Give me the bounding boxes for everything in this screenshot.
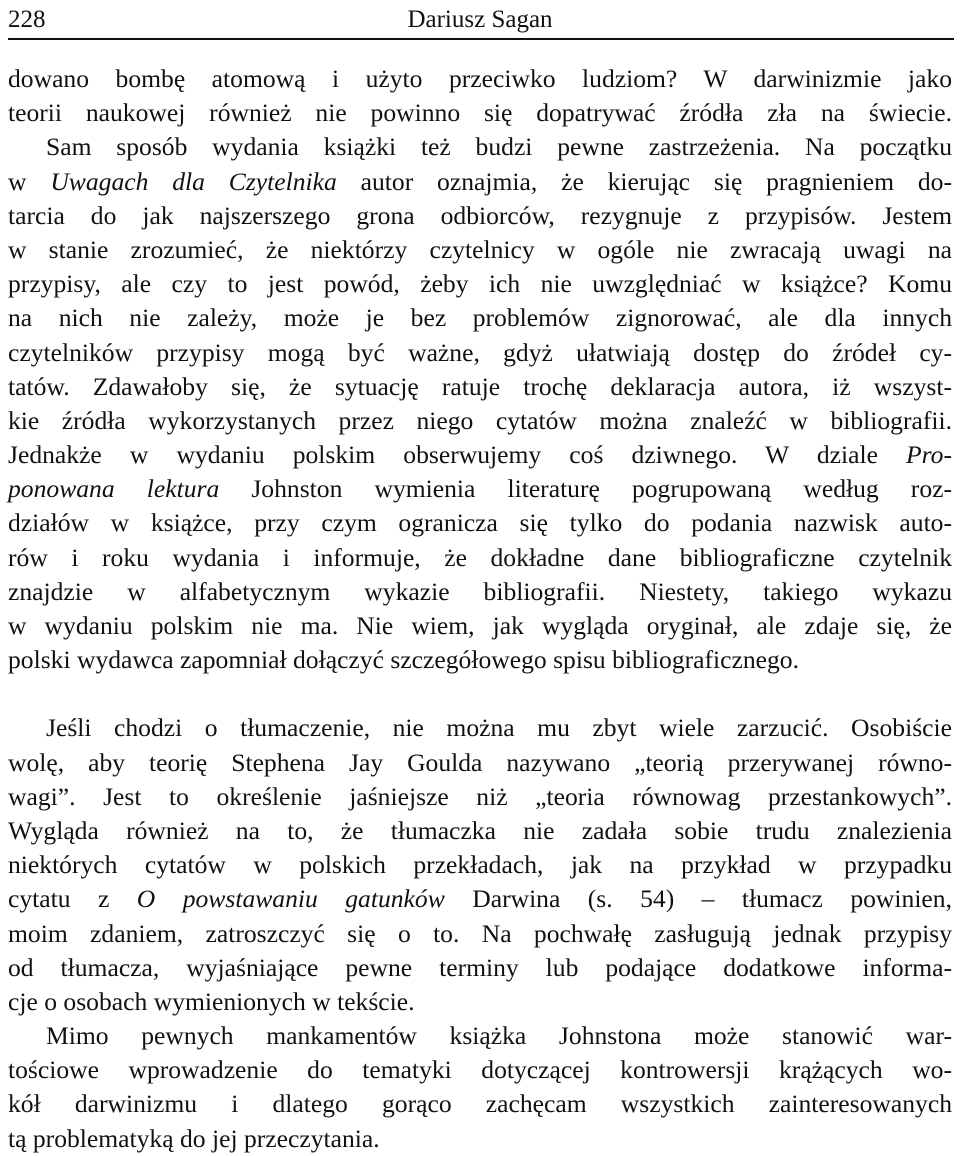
section-title-italic: Pro-: [906, 440, 952, 470]
text-line: Sam sposób wydania książki też budzi pewne zastrzeżenia. Na początku: [46, 132, 952, 162]
running-head-author: Dariusz Sagan: [407, 6, 553, 33]
text-line: cje o osobach wymienionych w tekście.: [8, 986, 415, 1016]
text-line: ponowana lektura Johnston wymienia literaturę pogrupowaną według roz-: [8, 474, 953, 504]
body-text: [8, 62, 952, 1156]
text-line: na nich nie zależy, może je bez problemów zignorować, ale dla innych: [8, 303, 952, 333]
text-line: działów w książce, przy czym ogranicza się tylko do podania nazwisk auto-: [8, 508, 952, 538]
text-line: od tłumacza, wyjaśniające pewne terminy lub podające dodatkowe informa-: [8, 952, 952, 982]
text-line: Jeśli chodzi o tłumaczenie, nie można mu zbyt wiele zarzucić. Osobiście: [46, 713, 952, 743]
page-header: [8, 2, 952, 38]
paragraph-gap: [8, 677, 952, 711]
paragraph-2: [8, 711, 952, 1019]
text-line: kie źródła wykorzystanych przez niego cytatów można znaleźć w bibliografii.: [8, 405, 952, 435]
header-rule: [8, 38, 954, 40]
text-line: tatów. Zdawałoby się, że sytuację ratuje trochę deklaracja autora, iż wszyst-: [8, 371, 952, 401]
text-line: kół darwinizmu i dlatego gorąco zachęcam wszystkich zainteresowanych: [8, 1089, 952, 1119]
text-line: tościowe wprowadzenie do tematyki dotyczącej kontrowersji krążących wo-: [8, 1055, 952, 1085]
text-line: Jednakże w wydaniu polskim obserwujemy coś dziwnego. W dziale Pro-: [8, 440, 952, 470]
page-number: 228: [8, 6, 46, 33]
text-line: w wydaniu polskim nie ma. Nie wiem, jak wygląda oryginał, ale zdaje się, że: [8, 611, 952, 640]
paragraph-1: [8, 62, 952, 677]
paragraph-3: [8, 1019, 952, 1156]
text-line: dowano bombę atomową i użyto przeciwko ludziom? W darwinizmie jako: [8, 64, 952, 93]
text-line: w stanie zrozumieć, że niektórzy czytelnicy w ogóle nie zwracają uwagi na: [8, 234, 952, 264]
text-line: w Uwagach dla Czytelnika autor oznajmia, że kierując się pragnieniem do-: [8, 166, 952, 196]
book-title-italic: O powstawaniu gatunków: [136, 884, 445, 914]
text-line: tarcia do jak najszerszego grona odbiorców, rezygnuje z przypisów. Jestem: [8, 200, 952, 230]
text-line: moim zdaniem, zatroszczyć się o to. Na pochwałę zasługują jednak przypisy: [8, 918, 952, 948]
book-title-italic: Uwagach dla Czytelnika: [50, 166, 337, 196]
text-line: znajdzie w alfabetycznym wykazie bibliografii. Niestety, takiego wykazu: [8, 576, 952, 606]
text-line: teorii naukowej również nie powinno się dopatrywać źródła zła na świecie.: [8, 98, 952, 128]
text-line: polski wydawca zapomniał dołączyć szczegółowego spisu bibliograficznego.: [8, 645, 800, 675]
text-line: wolę, aby teorię Stephena Jay Goulda nazywano „teorią przerywanej równo-: [8, 747, 952, 777]
text-line: Mimo pewnych mankamentów książka Johnstona może stanowić war-: [46, 1021, 952, 1051]
text-line: czytelników przypisy mogą być ważne, gdyż ułatwiają dostęp do źródeł cy-: [8, 337, 952, 367]
text-line: tą problematyką do jej przeczytania.: [8, 1123, 380, 1153]
text-line: niektórych cytatów w polskich przekładach, jak na przykład w przypadku: [8, 850, 952, 880]
text-line: Wygląda również na to, że tłumaczka nie zadała sobie trudu znalezienia: [8, 815, 952, 845]
text-line: wagi”. Jest to określenie jaśniejsze niż „teoria równowag przestankowych”.: [8, 781, 952, 811]
section-title-italic: ponowana lektura: [8, 474, 220, 504]
text-line: przypisy, ale czy to jest powód, żeby ich nie uwzględniać w książce? Komu: [8, 269, 952, 299]
text-line: cytatu z O powstawaniu gatunków Darwina (s. 54) – tłumacz powinien,: [8, 884, 952, 914]
text-line: rów i roku wydania i informuje, że dokładne dane bibliograficzne czytelnik: [8, 542, 952, 572]
